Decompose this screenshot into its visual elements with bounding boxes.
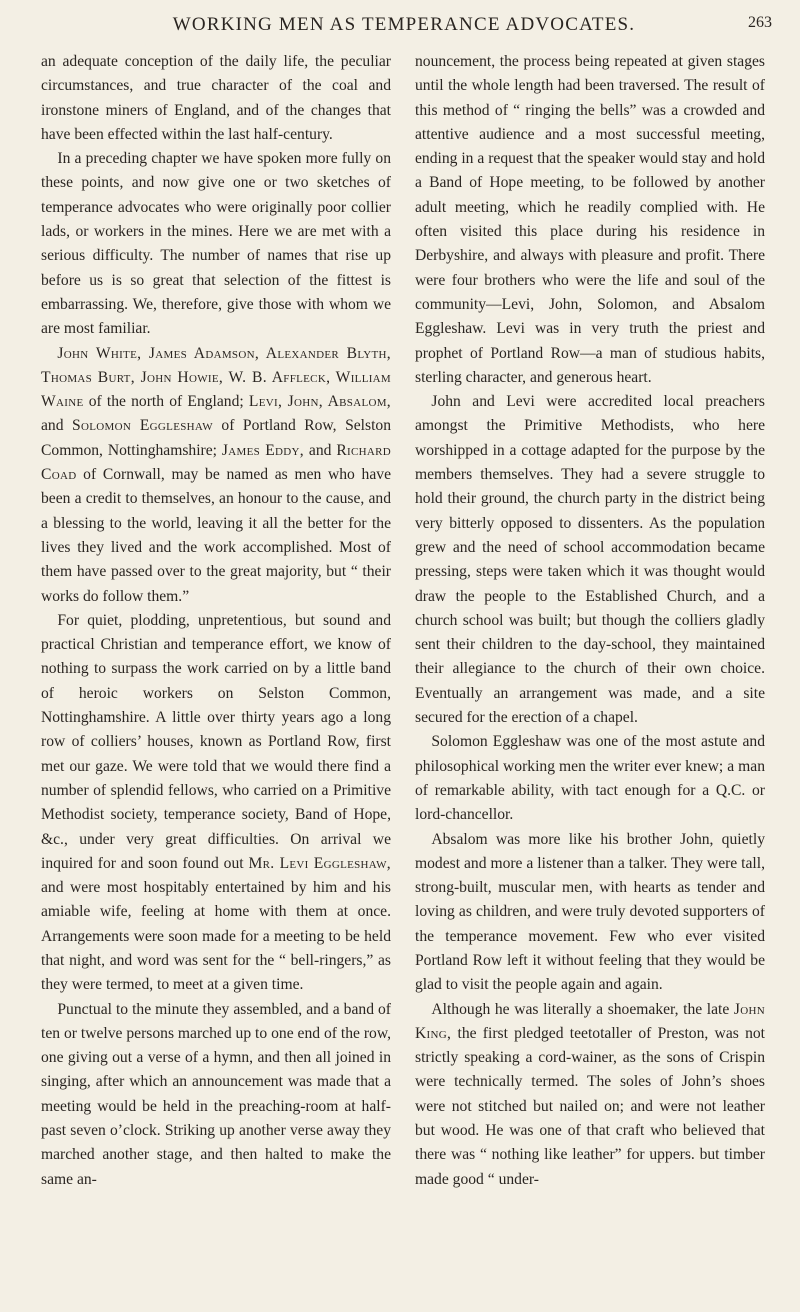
person-name: Mr. Levi Eggleshaw,: [248, 854, 392, 872]
person-names: James Eddy,: [221, 441, 304, 459]
text-run: For quiet, plodding, unpretentious, but sound and practical Christian and temperance effort, we know of nothing to surpass the work carried on by a little band of heroic workers on Selston Common, Nottinghamshire. A little over thirty years ago a long row of colliers’ houses, known as Portland Row, first met our gaze. We were told that we would there find a number of splendid fellows, who carried on a Primitive Methodist society, temperance society, Band of Hope, &c., under very great difficulties. On arrival we inquired for and soon found out: [41, 611, 391, 872]
paragraph: Solomon Eggleshaw was one of the most astute and philosophical working men the writer ever knew; a man of remarkable ability, with tact enough for a Q.C. or lord-chancellor.: [415, 733, 765, 824]
paragraph: [415, 998, 765, 1192]
text-run: of Portland Row, Selston Common, Nottinghamshire;: [41, 417, 391, 459]
text-run: Although he was literally a shoemaker, the late: [431, 1000, 730, 1018]
paragraph: an adequate conception of the daily life, the peculiar circumstances, and true character of the coal and ironstone miners of England, and of the changes that have been effected within the last half-century.: [41, 53, 391, 143]
text-run: and: [41, 417, 64, 435]
text-run: and: [308, 441, 332, 459]
paragraph: Absalom was more like his brother John, quietly modest and more a listener than a talker. They were tall, strong-built, muscular men, with hearts as tender and loving as children, and were truly devoted supporters of the temperance movement. Few who ever visited Portland Row left it without feeling that they would be glad to visit the people again and again.: [415, 830, 765, 994]
paragraph: [41, 609, 391, 998]
paragraph: nouncement, the process being repeated at given stages until the whole length had been traversed. The result of this method of “ ringing the bells” was a crowded and attentive audience and a most successful meeting, ending in a request that the speaker would stay and hold a Band of Hope meeting, to be followed by another adult meeting, which he readily complied with. He often visited this place during his residence in Derbyshire, and always with pleasure and profit. There were four brothers who were the life and soul of the community—Levi, John, Solomon, and Absalom Eggleshaw. Levi was in very truth the priest and prophet of Portland Row—a man of studious habits, sterling character, and generous heart.: [415, 53, 765, 386]
right-column: [415, 50, 765, 1192]
text-run: and were most hospitably entertained by him and his amiable wife, feeling at home with them at once. Arrangements were soon made for a meeting to be held that night, and word was sent for the “ bell-ringers,” as they were termed, to meet at a given time.: [41, 879, 391, 994]
running-title: WORKING MEN AS TEMPERANCE ADVOCATES.: [172, 14, 636, 35]
paragraph: John and Levi were accredited local preachers amongst the Primitive Methodists, who here worshipped in a cottage adapted for the purpose by the members themselves. They had a severe struggle to hold their ground, the church party in the district being very bitterly opposed to dissenters. As the population grew and the need of school accommodation became pressing, steps were taken which it was thought would draw the people to the Established Church, and a church school was built; but though the colliers gladly sent their children to the day-school, they maintained their allegiance to the church of their own choice. Eventually an arrangement was made, and a site secured for the erection of a chapel.: [415, 393, 765, 727]
person-name: John King,: [415, 1000, 765, 1042]
paragraph-names-list: [41, 342, 391, 609]
running-header: [36, 14, 772, 38]
paragraph: In a preceding chapter we have spoken more fully on these points, and now give one or two sketches of temperance advocates who were originally poor collier lads, or workers in the mines. Here we are met with a serious difficulty. The number of names that rise up before us is so great that selection of the fittest is embarrassing. We, therefore, give those with whom we are most familiar.: [41, 150, 391, 338]
person-names: Solomon Eggleshaw: [72, 417, 213, 435]
text-run: the first pledged teetotaller of Preston, was not strictly speaking a cord-wainer, as the sons of Crispin were technically termed. The soles of John’s shoes were not stitched but nailed on; and were not leather but wood. He was one of that craft who believed that there was “ nothing like leather” for uppers. but timber made good “ under-: [415, 1024, 765, 1188]
left-column: [41, 50, 391, 1192]
text-run: of the north of England;: [88, 393, 244, 411]
person-names: Richard Coad: [41, 441, 391, 484]
text-run: of Cornwall, may be named as men who have been a credit to themselves, an honour to the cause, and a blessing to the world, leaving it all the better for the lives they lived and the work accomplished. Most of them have passed over to the great majority, but “ their works do follow them.”: [41, 466, 391, 605]
person-names: Levi, John, Absalom,: [248, 393, 391, 411]
paragraph: Punctual to the minute they assembled, and a band of ten or twelve persons marched up to one end of the row, one giving out a verse of a hymn, and then all joined in singing, after which an announcement was made that a meeting would be held in the preaching-room at half-past seven o’clock. Striking up another verse away they marched another stage, and then halted to make the same an-: [41, 1000, 391, 1188]
page-number: 263: [748, 14, 772, 31]
person-names: John White, James Adamson, Alexander Blyth, Thomas Burt, John Howie, W. B. Affleck, William Waine: [41, 344, 391, 411]
